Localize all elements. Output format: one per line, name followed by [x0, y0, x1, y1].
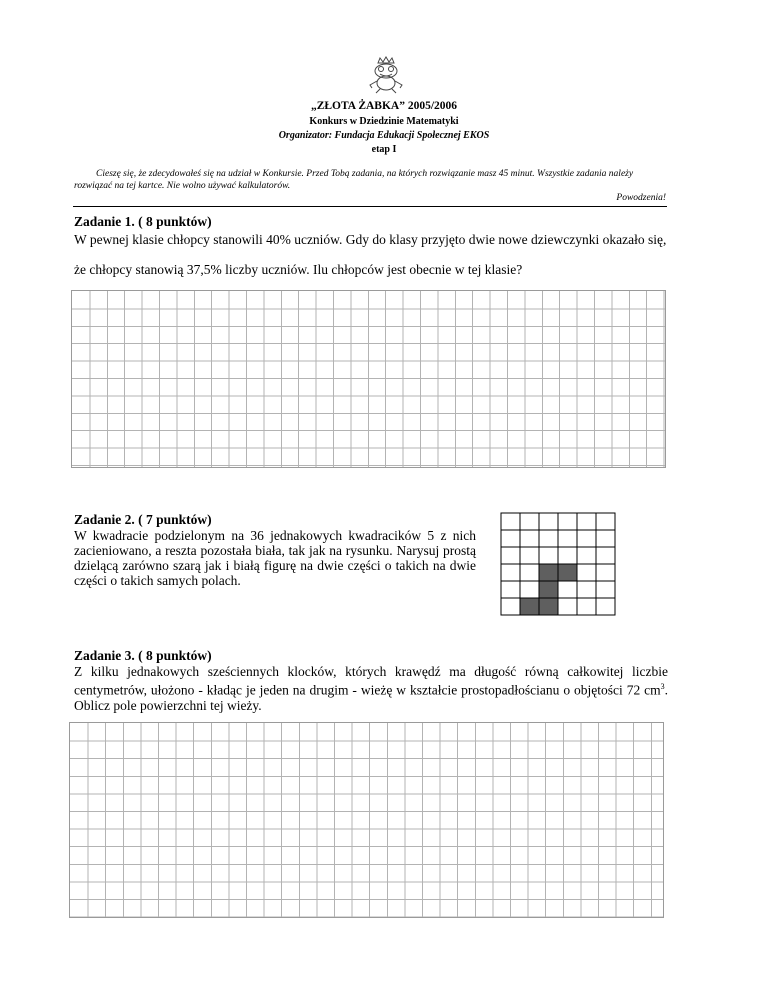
- white-cell: [501, 564, 520, 581]
- white-cell: [596, 530, 615, 547]
- white-cell: [596, 564, 615, 581]
- task3-text: Z kilku jednakowych sześciennych klocków, których krawędź ma długość równą całkowitej liczbie centymetrów, ułożono - kładąc je jeden na drugim - wieżę w kształcie prostopadłościanu o objętości 72 $cm^3$. Oblicz pole powierzchni tej wieży.: [74, 664, 668, 713]
- stage-line: etap I: [371, 144, 397, 155]
- white-cell: [501, 581, 520, 598]
- white-cell: [577, 547, 596, 564]
- white-cell: [539, 530, 558, 547]
- white-cell: [558, 581, 577, 598]
- shaded-cell: [539, 564, 558, 581]
- white-cell: [577, 581, 596, 598]
- white-cell: [558, 547, 577, 564]
- white-cell: [520, 564, 539, 581]
- task1-text-2: że chłopcy stanowią 37,5% liczby uczniów. Ilu chłopców jest obecnie w tej klasie?: [74, 262, 523, 277]
- white-cell: [520, 513, 539, 530]
- task1-title: Zadanie 1. ( 8 punktów): [74, 214, 212, 229]
- frog-logo-icon: [366, 55, 406, 95]
- task3-title: Zadanie 3. ( 8 punktów): [74, 648, 212, 663]
- white-cell: [596, 581, 615, 598]
- white-cell: [501, 513, 520, 530]
- white-cell: [577, 598, 596, 615]
- white-cell: [520, 530, 539, 547]
- white-cell: [558, 513, 577, 530]
- white-cell: [520, 581, 539, 598]
- white-cell: [596, 513, 615, 530]
- contest-title: „ZŁOTA ŻABKA” 2005/2006: [310, 100, 458, 112]
- white-cell: [501, 598, 520, 615]
- header-divider: [73, 206, 667, 207]
- white-cell: [520, 547, 539, 564]
- white-cell: [558, 530, 577, 547]
- task2-figure: [500, 512, 616, 616]
- shaded-cell: [558, 564, 577, 581]
- white-cell: [501, 530, 520, 547]
- white-cell: [596, 547, 615, 564]
- white-cell: [539, 513, 558, 530]
- white-cell: [501, 547, 520, 564]
- white-cell: [577, 513, 596, 530]
- shaded-cell: [520, 598, 539, 615]
- white-cell: [558, 598, 577, 615]
- shaded-cell: [539, 598, 558, 615]
- organizer-line: Organizator: Fundacja Edukacji Społecznej EKOS: [278, 130, 490, 141]
- white-cell: [539, 547, 558, 564]
- contest-subtitle: Konkurs w Dziedzinie Matematyki: [309, 116, 459, 127]
- shaded-cell: [539, 581, 558, 598]
- white-cell: [577, 530, 596, 547]
- white-cell: [596, 598, 615, 615]
- intro-text: Cieszę się, że zdecydowałeś się na udział w Konkursie. Przed Tobą zadania, na których rozwiązanie masz 45 minut. Wszystkie zadania należy rozwiązać na tej kartce. Nie wolno używać kalkulatorów.: [74, 169, 634, 191]
- task2-title: Zadanie 2. ( 7 punktów): [74, 512, 212, 527]
- task1-answer-grid[interactable]: [71, 290, 666, 468]
- task3-answer-grid[interactable]: [69, 722, 664, 918]
- good-luck-text: Powodzenia!: [616, 193, 666, 203]
- task1-text: W pewnej klasie chłopcy stanowili 40% uczniów. Gdy do klasy przyjęto dwie nowe dziewczynki okazało się,: [74, 232, 667, 247]
- white-cell: [577, 564, 596, 581]
- task2-text: W kwadracie podzielonym na 36 jednakowych kwadracików 5 z nich zacieniowano, a reszta pozostała biała, tak jak na rysunku. Narysuj prostą dzielącą zarówno szarą jak i białą figurę na dwie części o takich na dwie części o takich samych polach.: [74, 528, 476, 588]
